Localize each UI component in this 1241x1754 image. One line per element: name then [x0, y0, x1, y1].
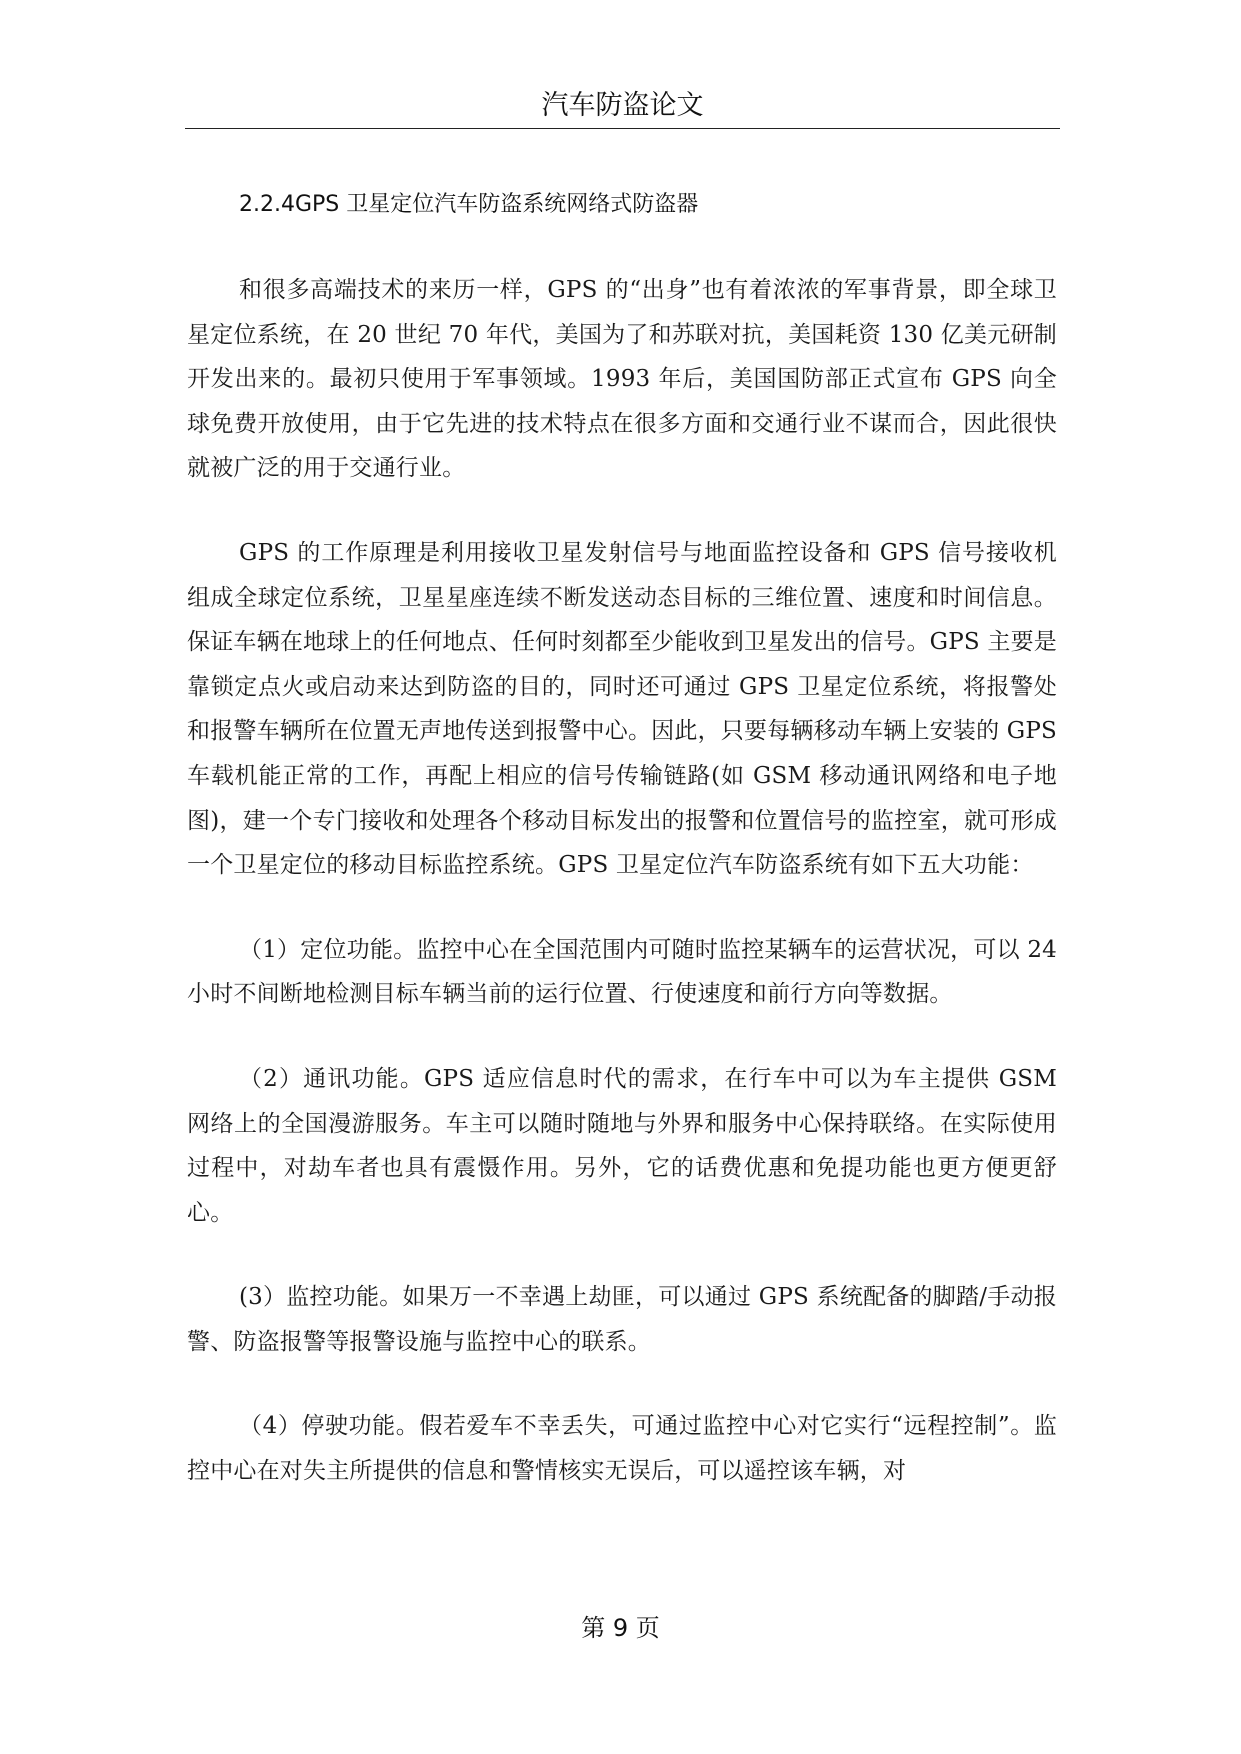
- paragraph-gps-history: 和很多高端技术的来历一样，GPS 的“出身”也有着浓浓的军事背景，即全球卫星定位系统，在 20 世纪 70 年代，美国为了和苏联对抗，美国耗资 130 亿美元研制开发出来的。最初只使用于军事领域。1993 年后，美国国防部正式宣布 GPS 向全球免费开放使用，由于它先进的技术特点在很多方面和交通行业不谋而合，因此很快就被广泛的用于交通行业。: [187, 277, 1057, 482]
- header-divider: [185, 128, 1060, 129]
- paragraph-gps-principle: GPS 的工作原理是利用接收卫星发射信号与地面监控设备和 GPS 信号接收机组成全球定位系统，卫星星座连续不断发送动态目标的三维位置、速度和时间信息。保证车辆在地球上的任何地点、任何时刻都至少能收到卫星发出的信号。GPS 主要是靠锁定点火或启动来达到防盗的目的，同时还可通过 GPS 卫星定位系统，将报警处和报警车辆所在位置无声地传送到报警中心。因此，只要每辆移动车辆上安装的 GPS 车载机能正常的工作，再配上相应的信号传输链路(如 GSM 移动通讯网络和电子地图)，建一个专门接收和处理各个移动目标发出的报警和位置信号的监控室，就可形成一个卫星定位的移动目标监控系统。GPS 卫星定位汽车防盗系统有如下五大功能：: [187, 539, 1057, 879]
- paragraph-function-positioning: （1）定位功能。监控中心在全国范围内可随时监控某辆车的运营状况，可以 24 小时不间断地检测目标车辆当前的运行位置、行使速度和前行方向等数据。: [187, 936, 1057, 1008]
- page-number: 第 9 页: [581, 1614, 660, 1642]
- body-text: [187, 268, 1057, 1534]
- paragraph-function-monitoring: (3）监控功能。如果万一不幸遇上劫匪，可以通过 GPS 系统配备的脚踏/手动报警、防盗报警等报警设施与监控中心的联系。: [187, 1284, 1057, 1355]
- paragraph-function-stop: （4）停驶功能。假若爱车不幸丢失，可通过监控中心对它实行“远程控制”。监控中心在对失主所提供的信息和警情核实无误后，可以遥控该车辆，对: [187, 1413, 1057, 1485]
- paragraph-function-communication: （2）通讯功能。GPS 适应信息时代的需求，在行车中可以为车主提供 GSM 网络上的全国漫游服务。车主可以随时随地与外界和服务中心保持联络。在实际使用过程中，对劫车者也具有震慑作用。另外，它的话费优惠和免提功能也更方便更舒心。: [187, 1065, 1057, 1226]
- section-heading: 2.2.4GPS 卫星定位汽车防盗系统网络式防盗器: [239, 192, 699, 217]
- running-header-title: 汽车防盗论文: [541, 90, 704, 121]
